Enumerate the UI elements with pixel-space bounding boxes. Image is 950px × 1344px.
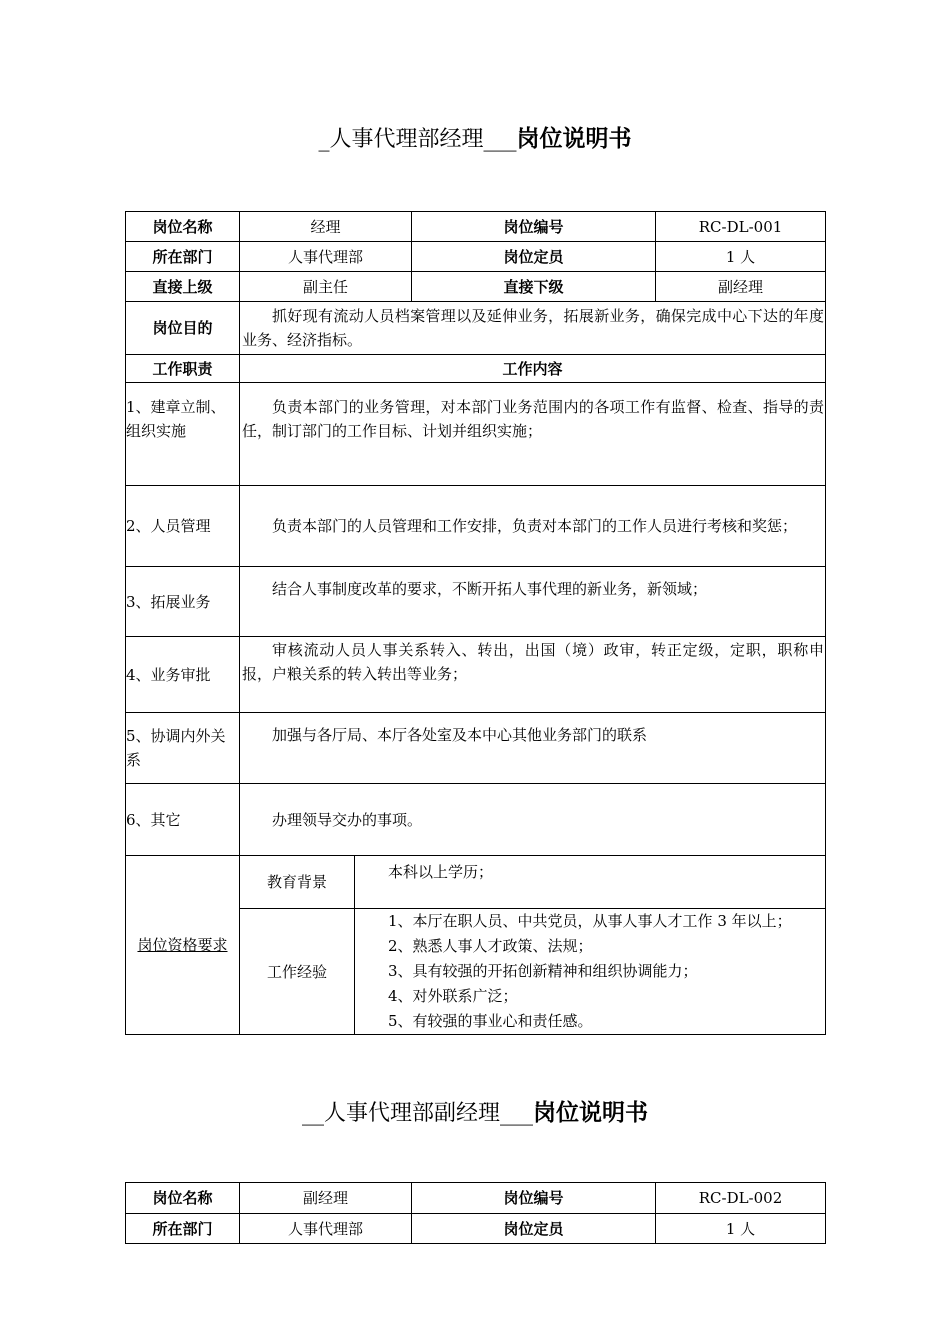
value-department: 人事代理部 bbox=[240, 242, 412, 272]
duty-name-6: 6、其它 bbox=[126, 784, 240, 856]
value-position-name: 经理 bbox=[240, 212, 412, 242]
label-experience: 工作经验 bbox=[240, 909, 355, 1035]
experience-item: 3、具有较强的开拓创新精神和组织协调能力； bbox=[388, 962, 698, 980]
doc2-title bbox=[0, 1094, 950, 1127]
duty-content-5: 加强与各厅局、本厅各处室及本中心其他业务部门的联系 bbox=[272, 726, 648, 744]
label-education: 教育背景 bbox=[240, 856, 355, 909]
label-headcount: 岗位定员 bbox=[412, 242, 656, 272]
duty-name-2: 2、人员管理 bbox=[126, 486, 240, 567]
duty-name-5: 5、协调内外关系 bbox=[126, 713, 240, 784]
doc1-title-suffix: 岗位说明书 bbox=[516, 126, 632, 152]
doc2-value-department: 人事代理部 bbox=[240, 1214, 412, 1244]
experience-item: 2、熟悉人事人才政策、法规； bbox=[388, 937, 593, 955]
duty-name-4: 4、业务审批 bbox=[126, 637, 240, 713]
doc2-value-headcount: 1 人 bbox=[656, 1214, 826, 1244]
value-superior: 副主任 bbox=[240, 272, 412, 302]
label-duties: 工作职责 bbox=[126, 355, 240, 383]
doc1-title bbox=[0, 120, 950, 153]
experience-item: 4、对外联系广泛； bbox=[388, 987, 518, 1005]
label-position-code: 岗位编号 bbox=[412, 212, 656, 242]
doc2-table bbox=[125, 1182, 826, 1244]
experience-item: 5、有较强的事业心和责任感。 bbox=[388, 1012, 593, 1030]
doc1-title-prefix: _人事代理部经理___ bbox=[318, 127, 517, 152]
qualifications-cell bbox=[126, 856, 240, 1035]
doc2-label-position-name: 岗位名称 bbox=[126, 1183, 240, 1214]
label-content: 工作内容 bbox=[240, 355, 826, 383]
label-purpose: 岗位目的 bbox=[126, 302, 240, 355]
label-qualifications: 岗位资格要求 bbox=[137, 936, 228, 954]
doc2-value-position-name: 副经理 bbox=[240, 1183, 412, 1214]
duty-content-6: 办理领导交办的事项。 bbox=[272, 810, 423, 829]
experience-item: 1、本厅在职人员、中共党员，从事人事人才工作 3 年以上； bbox=[388, 912, 792, 930]
label-position-name: 岗位名称 bbox=[126, 212, 240, 242]
duty-content-3: 结合人事制度改革的要求，不断开拓人事代理的新业务，新领域； bbox=[272, 580, 708, 598]
duty-name-3: 3、拓展业务 bbox=[126, 567, 240, 637]
value-subordinate: 副经理 bbox=[656, 272, 826, 302]
value-education: 本科以上学历； bbox=[355, 856, 826, 909]
label-subordinate: 直接下级 bbox=[412, 272, 656, 302]
experience-list bbox=[388, 909, 824, 1034]
doc2-label-department: 所在部门 bbox=[126, 1214, 240, 1244]
duty-content-2: 负责本部门的人员管理和工作安排，负责对本部门的工作人员进行考核和奖惩； bbox=[272, 517, 798, 535]
doc1-table bbox=[125, 211, 826, 1035]
duty-content-4: 审核流动人员人事关系转入、转出，出国（境）政审，转正定级，定职，职称申报，户粮关系的转入转出等业务； bbox=[242, 641, 825, 683]
duty-content-1: 负责本部门的业务管理，对本部门业务范围内的各项工作有监督、检查、指导的责任，制订部门的工作目标、计划并组织实施； bbox=[242, 398, 825, 440]
doc2-label-headcount: 岗位定员 bbox=[412, 1214, 656, 1244]
doc2-value-position-code: RC-DL-002 bbox=[656, 1183, 826, 1214]
doc2-title-prefix: __人事代理部副经理___ bbox=[301, 1101, 533, 1126]
label-superior: 直接上级 bbox=[126, 272, 240, 302]
value-position-code: RC-DL-001 bbox=[656, 212, 826, 242]
value-purpose: 抓好现有流动人员档案管理以及延伸业务，拓展新业务，确保完成中心下达的年度业务、经济指标。 bbox=[242, 307, 825, 349]
label-department: 所在部门 bbox=[126, 242, 240, 272]
duty-name-1: 1、建章立制、组织实施 bbox=[126, 383, 240, 486]
doc2-label-position-code: 岗位编号 bbox=[412, 1183, 656, 1214]
value-headcount: 1 人 bbox=[656, 242, 826, 272]
doc2-title-suffix: 岗位说明书 bbox=[533, 1100, 648, 1126]
